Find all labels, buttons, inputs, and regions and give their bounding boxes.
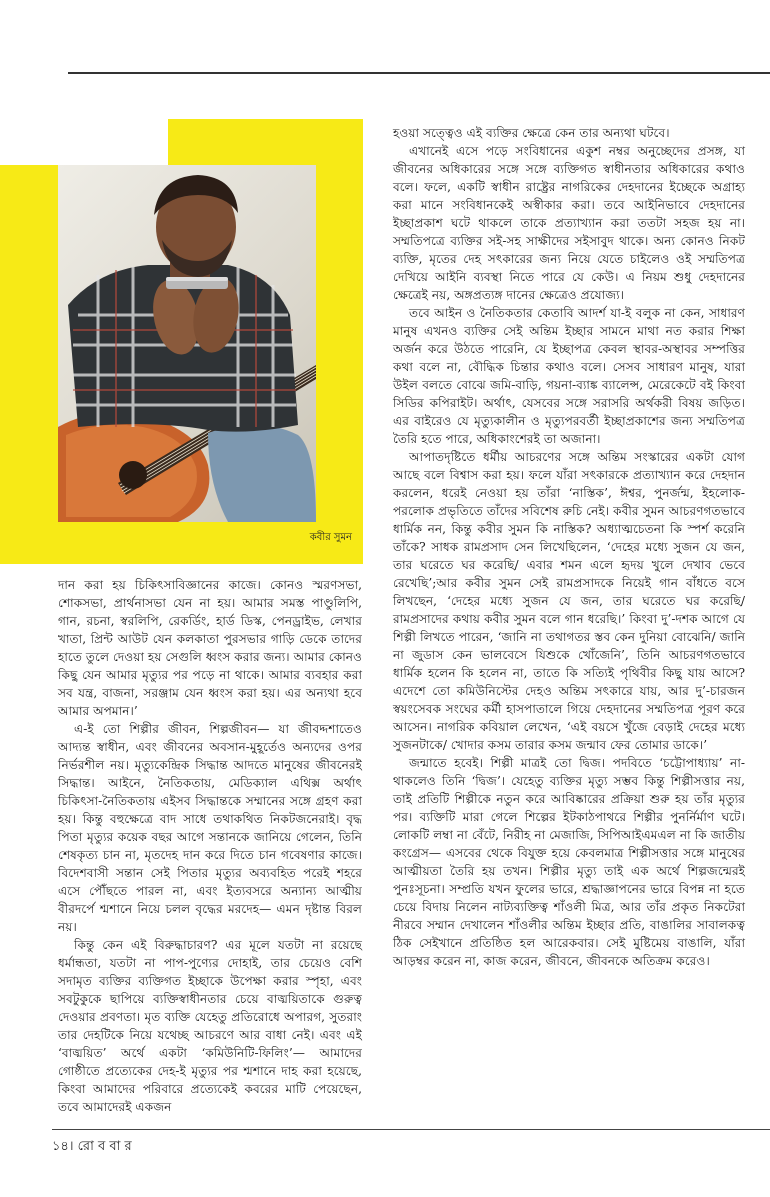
paragraph: তবে আইন ও নৈতিকতার কেতাবি আদর্শ যা-ই বলুক না কেন, সাধারণ মানুষ এখনও ব্যক্তির সেই অন্তিম ইচ্ছার সামনে মাথা নত করার শিক্ষা অর্জন করে উঠতে পারেনি, যে ইচ্ছাপত্র কেবল স্থাবর-অস্থাবর সম্পত্তির কথা বলে না, বৌদ্ধিক চিন্তার কথাও বলে। সেসব সাধারণ মানুষ, যারা উইল বলতে বোঝে জমি-বাড়ি, গয়না-ব্যাঙ্ক ব্যালেন্স, মেরেকেটে বই কিংবা সিডির কপিরাইট। অর্থাৎ, যেসবের সঙ্গে সরাসরি অর্থকরী বিষয় জড়িত। এর বাইরেও যে মৃত্যুকালীন ও মৃত্যুপরবর্তী ইচ্ছাপ্রকাশের জন্য সম্মতিপত্র তৈরি হতে পারে, অধিকাংশেরই তা অজানা। (393, 306, 745, 446)
paragraph: কিন্তু কেন এই বিরুদ্ধাচারণ? এর মূলে যতটা না রয়েছে ধর্মান্ধতা, যতটা না পাপ-পুণ্যের দোহাই, তার চেয়েও বেশি সদামৃত ব্যক্তির ব্যক্তিগত ইচ্ছাকে উপেক্ষা করার স্পৃহা, এবং সবটুকুকে ছাপিয়ে ব্যক্তিস্বাধীনতার চেয়ে বাঙ্ময়িতাকে গুরুত্ব দেওয়ার প্রবণতা। মৃত ব্যক্তি যেহেতু প্রতিরোধে অপারগ, সুতরাং তার দেহটিকে নিয়ে যথেচ্ছ আচরণে আর বাধা নেই। এবং এই ‘বাঙ্ময়িত’ অর্থে একটা ‘কমিউনিটি-ফিলিং’— আমাদের গোষ্ঠীতে প্রত্যেকের দেহ-ই মৃত্যুর পর শ্মশানে দাহ করা হয়েছে, কিংবা আমাদের পরিবারে প্রত্যেকেই কবরের মাটি পেয়েছেন, তবে আমাদেরই একজন (58, 938, 362, 1114)
top-rule (68, 72, 770, 74)
left-column (58, 576, 362, 1116)
photo-harmonica-guitar-icon (58, 165, 316, 522)
yellow-accent-block (168, 119, 363, 165)
photo-caption: কবীর সুমন (309, 532, 352, 543)
paragraph: এ-ই তো শিল্পীর জীবন, শিল্পজীবন— যা জীবদ্দশাতেও আদ্যন্ত স্বাধীন, এবং জীবনের অবসান-মুহূর্তেও অন্যদের ওপর নির্ভরশীল নয়। মৃত্যুকেন্দ্রিক সিদ্ধান্ত আদতে মানুষের জীবনেরই সিদ্ধান্ত। আইনে, নৈতিকতায়, মেডিক্যাল এথিক্স অর্থাৎ চিকিৎসা-নৈতিকতায় এইসব সিদ্ধান্তকে সম্মানের সঙ্গে গ্রহণ করা হয়। কিন্তু বহুক্ষেত্রে বাদ সাধে তথাকথিত নিকটজনেরাই। বৃদ্ধ পিতা মৃত্যুর কয়েক বছর আগে সন্তানকে জানিয়ে গেলেন, তিনি শেষকৃত্য চান না, মৃতদেহ দান করে দিতে চান গবেষণার কাজে। বিদেশবাসী সন্তান সেই পিতার মৃত্যুর অব্যবহিত পরেই শহরে এসে পৌঁছতে পারল না, এবং ইত্যবসরে অন্যান্য আত্মীয় বীরদর্পে শ্মশানে নিয়ে চলল বৃদ্ধের মরদেহ— এমন দৃষ্টান্ত বিরল নয়। (58, 722, 362, 934)
page-folio: ১৪। রো ব বা র (52, 1139, 132, 1154)
right-column (393, 124, 745, 970)
paragraph: আপাতদৃষ্টিতে ধর্মীয় আচরণের সঙ্গে অন্তিম সংস্কারের একটা যোগ আছে বলে বিশ্বাস করা হয়। ফলে যাঁরা সৎকারকে প্রত্যাখ্যান করে দেহদান করলেন, ধরেই নেওয়া হয় তাঁরা ‘নাস্তিক’, ঈশ্বর, পুনর্জন্ম, ইহলোক-পরলোক প্রভৃতিতে তাঁদের সবিশেষ রুচি নেই। কবীর সুমন আচরণগতভাবে ধার্মিক নন, কিন্তু কবীর সুমন কি নাস্তিক? অধ্যাত্মচেতনা কি স্পর্শ করেনি তাঁকে? সাধক রামপ্রসাদ সেন লিখেছিলেন, ‘দেহের মধ্যে সুজন যে জন, তার ঘরেতে ঘর করেছি/ এবার শমন এলে হৃদয় খুলে দেখাব ভেবে রেখেছি’;আর কবীর সুমন সেই রামপ্রসাদকে নিয়েই গান বাঁধতে বসে লিখছেন, ‘দেহের মধ্যে সুজন যে জন, তার ঘরেতে ঘর করেছি/ রামপ্রসাদের কথায় কবীর সুমন বলে গান ধরেছি।’ কিংবা দু’-দশক আগে যে শিল্পী লিখতে পারেন, ‘জানি না তথাগতর স্তব কেন দুনিয়া বোঝেনি/ জানি না জুডাস কেন ভালবেসে যিশুকে খোঁজেনি’, তিনি আচরণগতভাবে ধার্মিক হলেন কি হলেন না, তাতে কি সত্যিই পৃথিবীর কিছু যায় আসে? এদেশে তো কমিউনিস্টের দেহও অন্তিম সৎকারে যায়, আর দু’-চারজন স্বয়ংসেবক সংঘের কর্মী হাসপাতালে গিয়ে দেহদানের সম্মতিপত্র পূরণ করে আসেন। নাগরিক কবিয়াল লেখেন, ‘এই বয়সে খুঁজে বেড়াই দেহের মধ্যে সুজনটাকে/ খোদার কসম তারার কসম জন্মাব ফের তোমার ডাকে।’ (393, 450, 745, 752)
paragraph: দান করা হয় চিকিৎসাবিজ্ঞানের কাজে। কোনও স্মরণসভা, শোকসভা, প্রার্থনাসভা যেন না হয়। আমার সমস্ত পাণ্ডুলিপি, গান, রচনা, স্বরলিপি, রেকর্ডিং, হার্ড ডিস্ক, পেনড্রাইভ, লেখার খাতা, প্রিন্ট আউট যেন কলকাতা পুরসভার গাড়ি ডেকে তাদের হাতে তুলে দেওয়া হয় সেগুলি ধ্বংস করার জন্য। আমার কোনও কিছু যেন আমার মৃত্যুর পর পড়ে না থাকে। আমার ব্যবহার করা সব যন্ত্র, বাজনা, সরঞ্জাম যেন ধ্বংস করা হয়। এর অন্যথা হবে আমার অপমান।’ (58, 578, 362, 718)
paragraph: এখানেই এসে পড়ে সংবিধানের একুশ নম্বর অনুচ্ছেদের প্রসঙ্গ, যা জীবনের অধিকারের সঙ্গে সঙ্গে ব্যক্তিগত স্বাধীনতার অধিকারের কথাও বলে। ফলে, একটি স্বাধীন রাষ্ট্রের নাগরিকের দেহদানের ইচ্ছেকে অগ্রাহ্য করা মানে সংবিধানকেই অস্বীকার করা। তবে আইনিভাবে দেহদানের ইচ্ছাপ্রকাশ ঘটে থাকলে তাকে প্রত্যাখ্যান করা ততটা সহজ হয় না। সম্মতিপত্রে ব্যক্তির সই-সহ সাক্ষীদের সইসাবুদ থাকে। অন্য কোনও নিকট ব্যক্তি, মৃতের দেহ সৎকারের জন্য নিয়ে যেতে চাইলেও ওই সম্মতিপত্র দেখিয়ে আইনি ব্যবস্থা নিতে পারে যে কেউ। এ নিয়ম শুধু দেহদানের ক্ষেত্রেই নয়, অঙ্গপ্রত্যঙ্গ দানের ক্ষেত্রেও প্রযোজ্য। (393, 144, 745, 302)
bottom-rule (52, 1129, 770, 1130)
paragraph: জন্মাতে হবেই। শিল্পী মাত্রই তো দ্বিজ। পদবিতে ‘চট্টোপাধ্যায়’ না-থাকলেও তিনি ‘দ্বিজ’। যেহেতু ব্যক্তির মৃত্যু সম্ভব কিন্তু শিল্পীসত্তার নয়, তাই প্রতিটি শিল্পীকে নতুন করে আবিষ্কারের প্রক্রিয়া শুরু হয় তাঁর মৃত্যুর পর। ব্যক্তিটি মারা গেলে শিল্পের ইটকাঠপাথরে শিল্পীর পুনর্নির্মাণ ঘটে। লোকটি লম্বা না বেঁটে, নিরীহ না মেজাজি, সিপিআইএমএল না কি জাতীয় কংগ্রেস— এসবের থেকে বিযুক্ত হয়ে কেবলমাত্র শিল্পীসত্তার সঙ্গে মানুষের আত্মীয়তা তৈরি হয় তখন। শিল্পীর মৃত্যু তাই এক অর্থে শিল্পজন্মেরই পুনঃসূচনা। সম্প্রতি যখন ফুলের ভারে, শ্রদ্ধাজ্ঞাপনের ভারে বিপন্ন না হতে চেয়ে বিদায় নিলেন নাট্যব্যক্তিত্ব শাঁওলী মিত্র, আর তাঁর প্রকৃত নিকটেরা নীরবে সম্মান দেখালেন শাঁওলীর অন্তিম ইচ্ছার প্রতি, বাঙালির সাবালকত্ব ঠিক সেইখানে প্রতিষ্ঠিত হল আরেকবার। সেই মুষ্টিমেয় বাঙালি, যাঁরা আড়ম্বর করেন না, কাজ করেন, জীবনে, জীবনকে অতিক্রম করেও। (393, 756, 745, 968)
paragraph: হওয়া সত্ত্বেও এই ব্যক্তির ক্ষেত্রে কেন তার অন্যথা ঘটবে। (393, 126, 670, 140)
